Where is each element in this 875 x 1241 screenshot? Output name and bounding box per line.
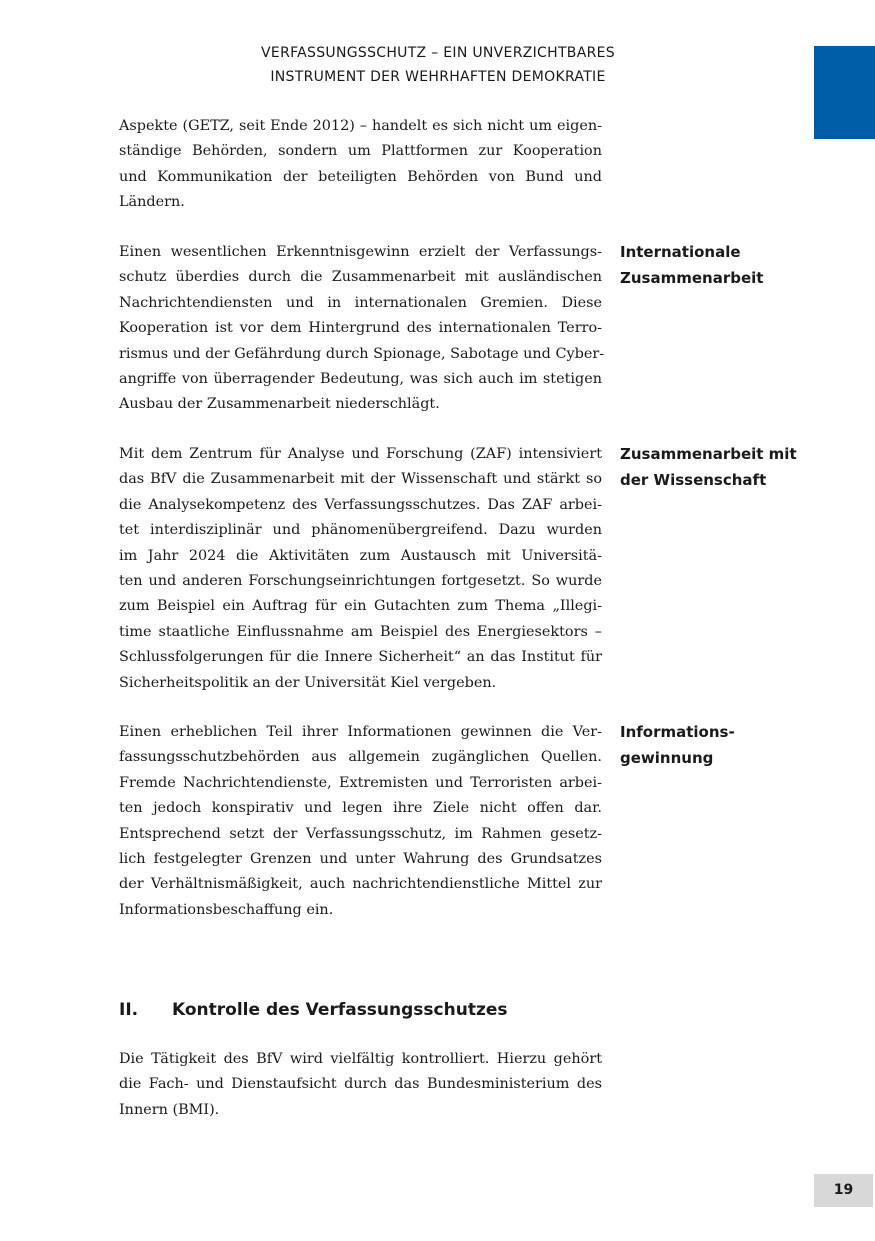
text-line: Innern (BMI).: [119, 1101, 220, 1118]
running-header: [200, 41, 676, 89]
body-paragraph: [119, 442, 602, 696]
text-line: tet interdisziplinär und phänomenübergreifend. Dazu wurden: [119, 522, 602, 539]
text-line: schutz überdies durch die Zusammenarbeit mit ausländischen: [119, 269, 602, 286]
section-heading: [119, 996, 619, 1024]
text-line: die Fach- und Dienstaufsicht durch das Bundesministerium des: [119, 1076, 602, 1093]
text-line: rismus und der Gefährdung durch Spionage, Sabotage und Cyber-: [119, 345, 605, 362]
body-paragraph: [119, 1047, 602, 1123]
marginal-line: Zusammenarbeit mit: [620, 445, 797, 463]
chapter-tab-marker: [814, 46, 875, 139]
text-line: ten jedoch konspirativ und legen ihre Ziele nicht offen dar.: [119, 800, 602, 817]
text-line: time staatliche Einflussnahme am Beispiel des Energiesektors –: [119, 623, 602, 640]
page-number: 19: [814, 1174, 873, 1207]
text-line: Nachrichtendiensten und in internationalen Gremien. Diese: [119, 294, 602, 311]
text-line: und Kommunikation der beteiligten Behörden von Bund und: [119, 168, 602, 185]
marginal-line: Zusammenarbeit: [620, 268, 764, 287]
text-line: Fremde Nachrichtendienste, Extremisten und Terroristen arbei-: [119, 774, 602, 791]
text-line: ständige Behörden, sondern um Plattformen zur Kooperation: [119, 143, 602, 160]
marginal-heading: [620, 720, 820, 771]
marginal-heading: [620, 442, 820, 493]
text-line: fassungsschutzbehörden aus allgemein zugänglichen Quellen.: [119, 749, 602, 766]
body-paragraph: [119, 114, 602, 216]
text-line: angriffe von überragender Bedeutung, was sich auch im stetigen: [119, 371, 602, 388]
text-line: zum Beispiel ein Auftrag für ein Gutachten zum Thema „Illegi-: [119, 598, 602, 615]
marginal-line: Internationale: [620, 243, 741, 261]
text-line: Aspekte (GETZ, seit Ende 2012) – handelt es sich nicht um eigen-: [119, 118, 602, 134]
text-line: der Verhältnismäßigkeit, auch nachrichtendienstliche Mittel zur: [119, 876, 602, 893]
text-line: Kooperation ist vor dem Hintergrund des internationalen Terro-: [119, 320, 602, 337]
running-header-line-1: VERFASSUNGSSCHUTZ – EIN UNVERZICHTBARES: [261, 45, 615, 61]
section-title: Kontrolle des Verfassungsschutzes: [172, 1000, 508, 1020]
marginal-heading: [620, 240, 820, 291]
body-paragraph: [119, 720, 602, 923]
marginal-line: der Wissenschaft: [620, 470, 767, 489]
body-paragraph: [119, 240, 605, 418]
text-line: Informationsbeschaffung ein.: [119, 901, 334, 918]
running-header-line-2: INSTRUMENT DER WEHRHAFTEN DEMOKRATIE: [270, 69, 606, 85]
text-line: Schlussfolgerungen für die Innere Sicherheit“ an das Institut für: [119, 649, 602, 666]
marginal-line: Informations-: [620, 723, 735, 741]
text-line: Einen wesentlichen Erkenntnisgewinn erzielt der Verfassungs-: [119, 244, 602, 260]
text-line: die Analysekompetenz des Verfassungsschutzes. Das ZAF arbei-: [119, 496, 602, 513]
text-line: Mit dem Zentrum für Analyse und Forschung (ZAF) intensiviert: [119, 446, 602, 462]
text-line: Sicherheitspolitik an der Universität Kiel vergeben.: [119, 674, 497, 691]
text-line: im Jahr 2024 die Aktivitäten zum Austausch mit Universitä-: [119, 547, 602, 564]
text-line: Ländern.: [119, 194, 185, 211]
marginal-line: gewinnung: [620, 748, 714, 767]
text-line: Entsprechend setzt der Verfassungsschutz, im Rahmen gesetz-: [119, 825, 602, 842]
text-line: ten und anderen Forschungseinrichtungen fortgesetzt. So wurde: [119, 573, 602, 590]
text-line: Einen erheblichen Teil ihrer Informationen gewinnen die Ver-: [119, 724, 602, 740]
section-number: II.: [119, 1000, 139, 1020]
text-line: lich festgelegter Grenzen und unter Wahrung des Grundsatzes: [119, 851, 602, 868]
text-line: Die Tätigkeit des BfV wird vielfältig kontrolliert. Hierzu gehört: [119, 1051, 602, 1067]
text-line: Ausbau der Zusammenarbeit niederschlägt.: [119, 396, 440, 413]
text-line: das BfV die Zusammenarbeit mit der Wissenschaft und stärkt so: [119, 471, 602, 488]
